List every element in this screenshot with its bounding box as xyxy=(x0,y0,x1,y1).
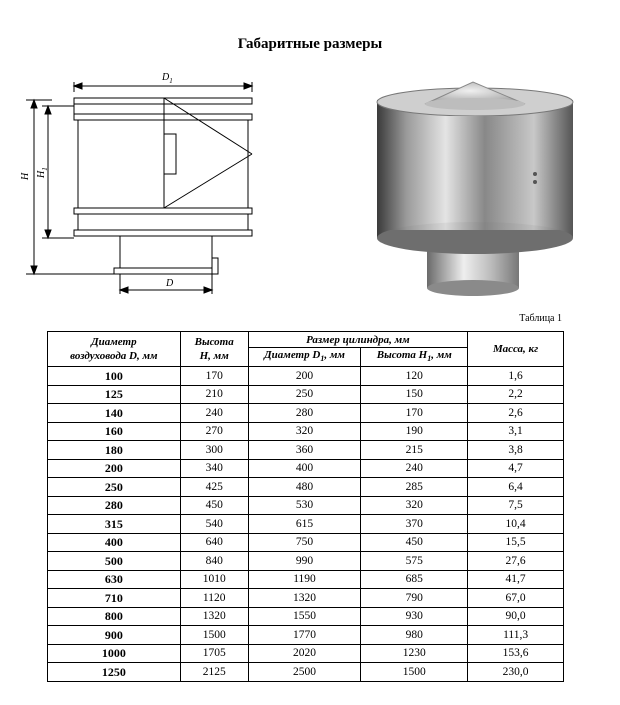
table-cell: 140 xyxy=(48,404,181,423)
table-cell: 125 xyxy=(48,385,181,404)
table-row xyxy=(48,459,564,478)
table-cell: 1010 xyxy=(180,570,248,589)
h1-label: $H_1$ xyxy=(36,167,49,178)
table-cell: 7,5 xyxy=(468,496,564,515)
table-cell: 1190 xyxy=(248,570,361,589)
table-cell: 1230 xyxy=(361,644,468,663)
h-label: H xyxy=(20,172,31,180)
table-cell: 230,0 xyxy=(468,663,564,682)
table-cell: 3,1 xyxy=(468,422,564,441)
table-cell: 215 xyxy=(361,441,468,460)
table-cell: 900 xyxy=(48,626,181,645)
table-cell: 2500 xyxy=(248,663,361,682)
table-cell: 980 xyxy=(361,626,468,645)
table-cell: 1120 xyxy=(180,589,248,608)
table-cell: 210 xyxy=(180,385,248,404)
table-row xyxy=(48,570,564,589)
table-cell: 540 xyxy=(180,515,248,534)
table-row xyxy=(48,515,564,534)
table-row xyxy=(48,607,564,626)
table-cell: 320 xyxy=(248,422,361,441)
table-cell: 27,6 xyxy=(468,552,564,571)
table-cell: 180 xyxy=(48,441,181,460)
table-row xyxy=(48,478,564,497)
table-row xyxy=(48,404,564,423)
table-cell: 360 xyxy=(248,441,361,460)
table-cell: 160 xyxy=(48,422,181,441)
d1-label: $D_1$ xyxy=(162,72,173,85)
table-cell: 170 xyxy=(361,404,468,423)
table-cell: 170 xyxy=(180,367,248,386)
header-mass: Масса, кг xyxy=(468,332,564,367)
table-cell: 190 xyxy=(361,422,468,441)
table-cell: 285 xyxy=(361,478,468,497)
table-row xyxy=(48,441,564,460)
table-cell: 150 xyxy=(361,385,468,404)
table-cell: 450 xyxy=(361,533,468,552)
header-cylinder-diameter: Диаметр $D_1$, мм xyxy=(248,348,361,367)
table-cell: 450 xyxy=(180,496,248,515)
technical-drawing xyxy=(16,62,266,302)
table-cell: 1550 xyxy=(248,607,361,626)
table-cell: 930 xyxy=(361,607,468,626)
table-cell: 615 xyxy=(248,515,361,534)
table-cell: 640 xyxy=(180,533,248,552)
table-cell: 67,0 xyxy=(468,589,564,608)
table-cell: 480 xyxy=(248,478,361,497)
table-cell: 425 xyxy=(180,478,248,497)
table-cell: 240 xyxy=(180,404,248,423)
table-row xyxy=(48,533,564,552)
table-cell: 240 xyxy=(361,459,468,478)
table-cell: 2020 xyxy=(248,644,361,663)
table-row xyxy=(48,496,564,515)
table-cell: 315 xyxy=(48,515,181,534)
table-cell: 1320 xyxy=(248,589,361,608)
header-duct-diameter: Диаметр воздуховода D, мм xyxy=(48,332,181,367)
product-photo xyxy=(355,74,585,304)
table-cell: 685 xyxy=(361,570,468,589)
table-cell: 3,8 xyxy=(468,441,564,460)
page-title: Габаритные размеры xyxy=(237,36,383,52)
table-cell: 800 xyxy=(48,607,181,626)
table-row xyxy=(48,644,564,663)
table-cell: 575 xyxy=(361,552,468,571)
table-cell: 500 xyxy=(48,552,181,571)
header-height: Высота H, мм xyxy=(180,332,248,367)
table-cell: 1,6 xyxy=(468,367,564,386)
table-cell: 90,0 xyxy=(468,607,564,626)
table-cell: 41,7 xyxy=(468,570,564,589)
table-cell: 280 xyxy=(48,496,181,515)
table-cell: 530 xyxy=(248,496,361,515)
header-cylinder-size: Размер цилиндра, мм xyxy=(248,332,468,348)
table-cell: 111,3 xyxy=(468,626,564,645)
table-cell: 320 xyxy=(361,496,468,515)
table-cell: 270 xyxy=(180,422,248,441)
table-cell: 120 xyxy=(361,367,468,386)
table-cell: 340 xyxy=(180,459,248,478)
table-cell: 840 xyxy=(180,552,248,571)
table-cell: 153,6 xyxy=(468,644,564,663)
table-cell: 1705 xyxy=(180,644,248,663)
table-row xyxy=(48,422,564,441)
table-cell: 1500 xyxy=(180,626,248,645)
table-cell: 630 xyxy=(48,570,181,589)
table-cell: 790 xyxy=(361,589,468,608)
table-cell: 4,7 xyxy=(468,459,564,478)
header-cylinder-height: Высота $H_1$, мм xyxy=(361,348,468,367)
table-cell: 2,2 xyxy=(468,385,564,404)
table-row xyxy=(48,552,564,571)
table-cell: 2,6 xyxy=(468,404,564,423)
table-cell: 250 xyxy=(48,478,181,497)
table-cell: 370 xyxy=(361,515,468,534)
table-cell: 1770 xyxy=(248,626,361,645)
table-cell: 400 xyxy=(48,533,181,552)
table-caption: Таблица 1 xyxy=(519,313,562,324)
table-cell: 1320 xyxy=(180,607,248,626)
table-cell: 400 xyxy=(248,459,361,478)
table-cell: 15,5 xyxy=(468,533,564,552)
table-row xyxy=(48,367,564,386)
table-cell: 100 xyxy=(48,367,181,386)
table-cell: 1000 xyxy=(48,644,181,663)
table-cell: 200 xyxy=(48,459,181,478)
table-cell: 1500 xyxy=(361,663,468,682)
table-row xyxy=(48,663,564,682)
table-row xyxy=(48,589,564,608)
table-cell: 300 xyxy=(180,441,248,460)
table-cell: 750 xyxy=(248,533,361,552)
table-row xyxy=(48,385,564,404)
table-cell: 1250 xyxy=(48,663,181,682)
table-cell: 250 xyxy=(248,385,361,404)
d-label: D xyxy=(166,278,174,289)
dimensions-table xyxy=(47,331,564,682)
table-cell: 10,4 xyxy=(468,515,564,534)
table-row xyxy=(48,626,564,645)
table-cell: 2125 xyxy=(180,663,248,682)
table-cell: 710 xyxy=(48,589,181,608)
table-cell: 6,4 xyxy=(468,478,564,497)
table-cell: 280 xyxy=(248,404,361,423)
table-cell: 200 xyxy=(248,367,361,386)
table-cell: 990 xyxy=(248,552,361,571)
